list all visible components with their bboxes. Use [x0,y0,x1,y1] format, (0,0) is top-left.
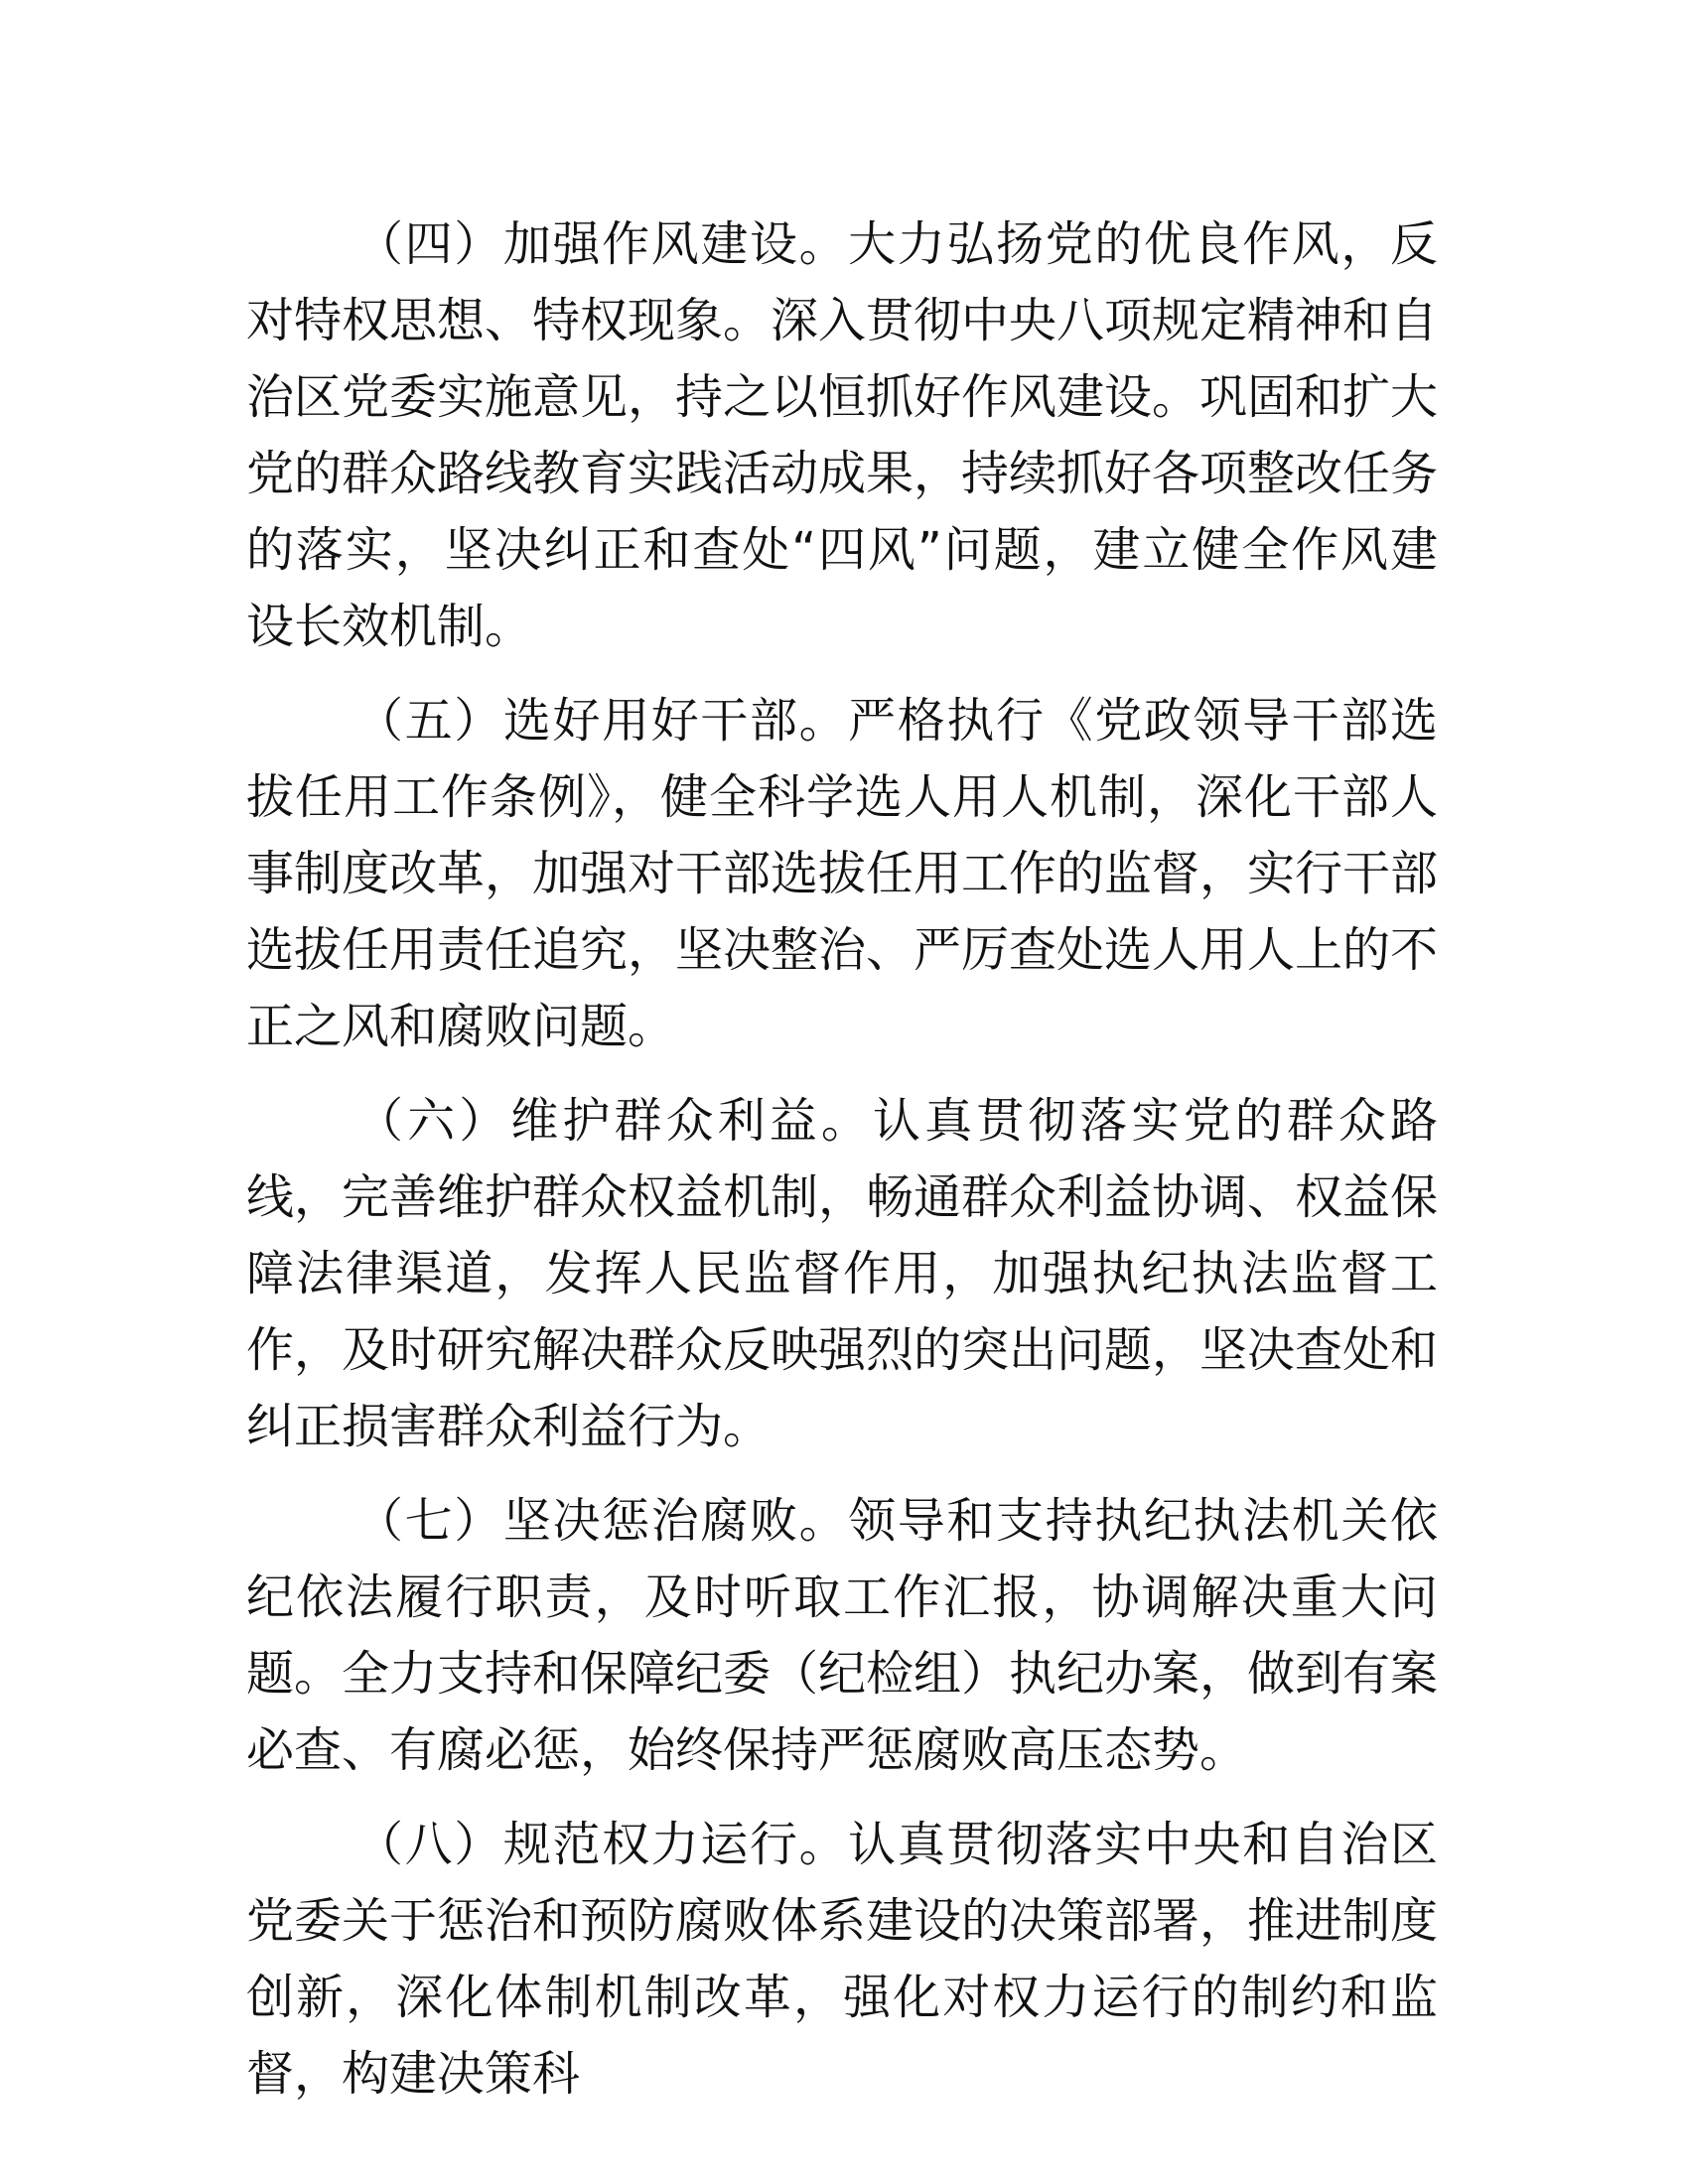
paragraph-cadre-selection: （五）选好用好干部。严格执行《党政领导干部选拔任用工作条例》，健全科学选人用人机制，深化干部人事制度改革，加强对干部选拔任用工作的监督，实行干部选拔任用责任追究，坚决整治、严厉查处选人用人上的不正之风和腐败问题。 [246,693,1439,1054]
paragraph-power-regulation: （八）规范权力运行。认真贯彻落实中央和自治区党委关于惩治和预防腐败体系建设的决策部署，推进制度创新，深化体制机制改革，强化对权力运行的制约和监督，构建决策科 [246,1817,1439,2102]
paragraph-public-interest: （六）维护群众利益。认真贯彻落实党的群众路线，完善维护群众权益机制，畅通群众利益协调、权益保障法律渠道，发挥人民监督作用，加强执纪执法监督工作，及时研究解决群众反映强烈的突出问题，坚决查处和纠正损害群众利益行为。 [246,1093,1439,1454]
paragraph-anti-corruption: （七）坚决惩治腐败。领导和支持执纪执法机关依纪依法履行职责，及时听取工作汇报，协调解决重大问题。全力支持和保障纪委（纪检组）执纪办案，做到有案必查、有腐必惩，始终保持严惩腐败高压态势。 [246,1493,1439,1778]
paragraph-style-building: （四）加强作风建设。大力弘扬党的优良作风，反对特权思想、特权现象。深入贯彻中央八项规定精神和自治区党委实施意见，持之以恒抓好作风建设。巩固和扩大党的群众路线教育实践活动成果，持续抓好各项整改任务的落实，坚决纠正和查处“四风”问题，建立健全作风建设长效机制。 [246,216,1439,654]
document-body [246,206,1438,2130]
